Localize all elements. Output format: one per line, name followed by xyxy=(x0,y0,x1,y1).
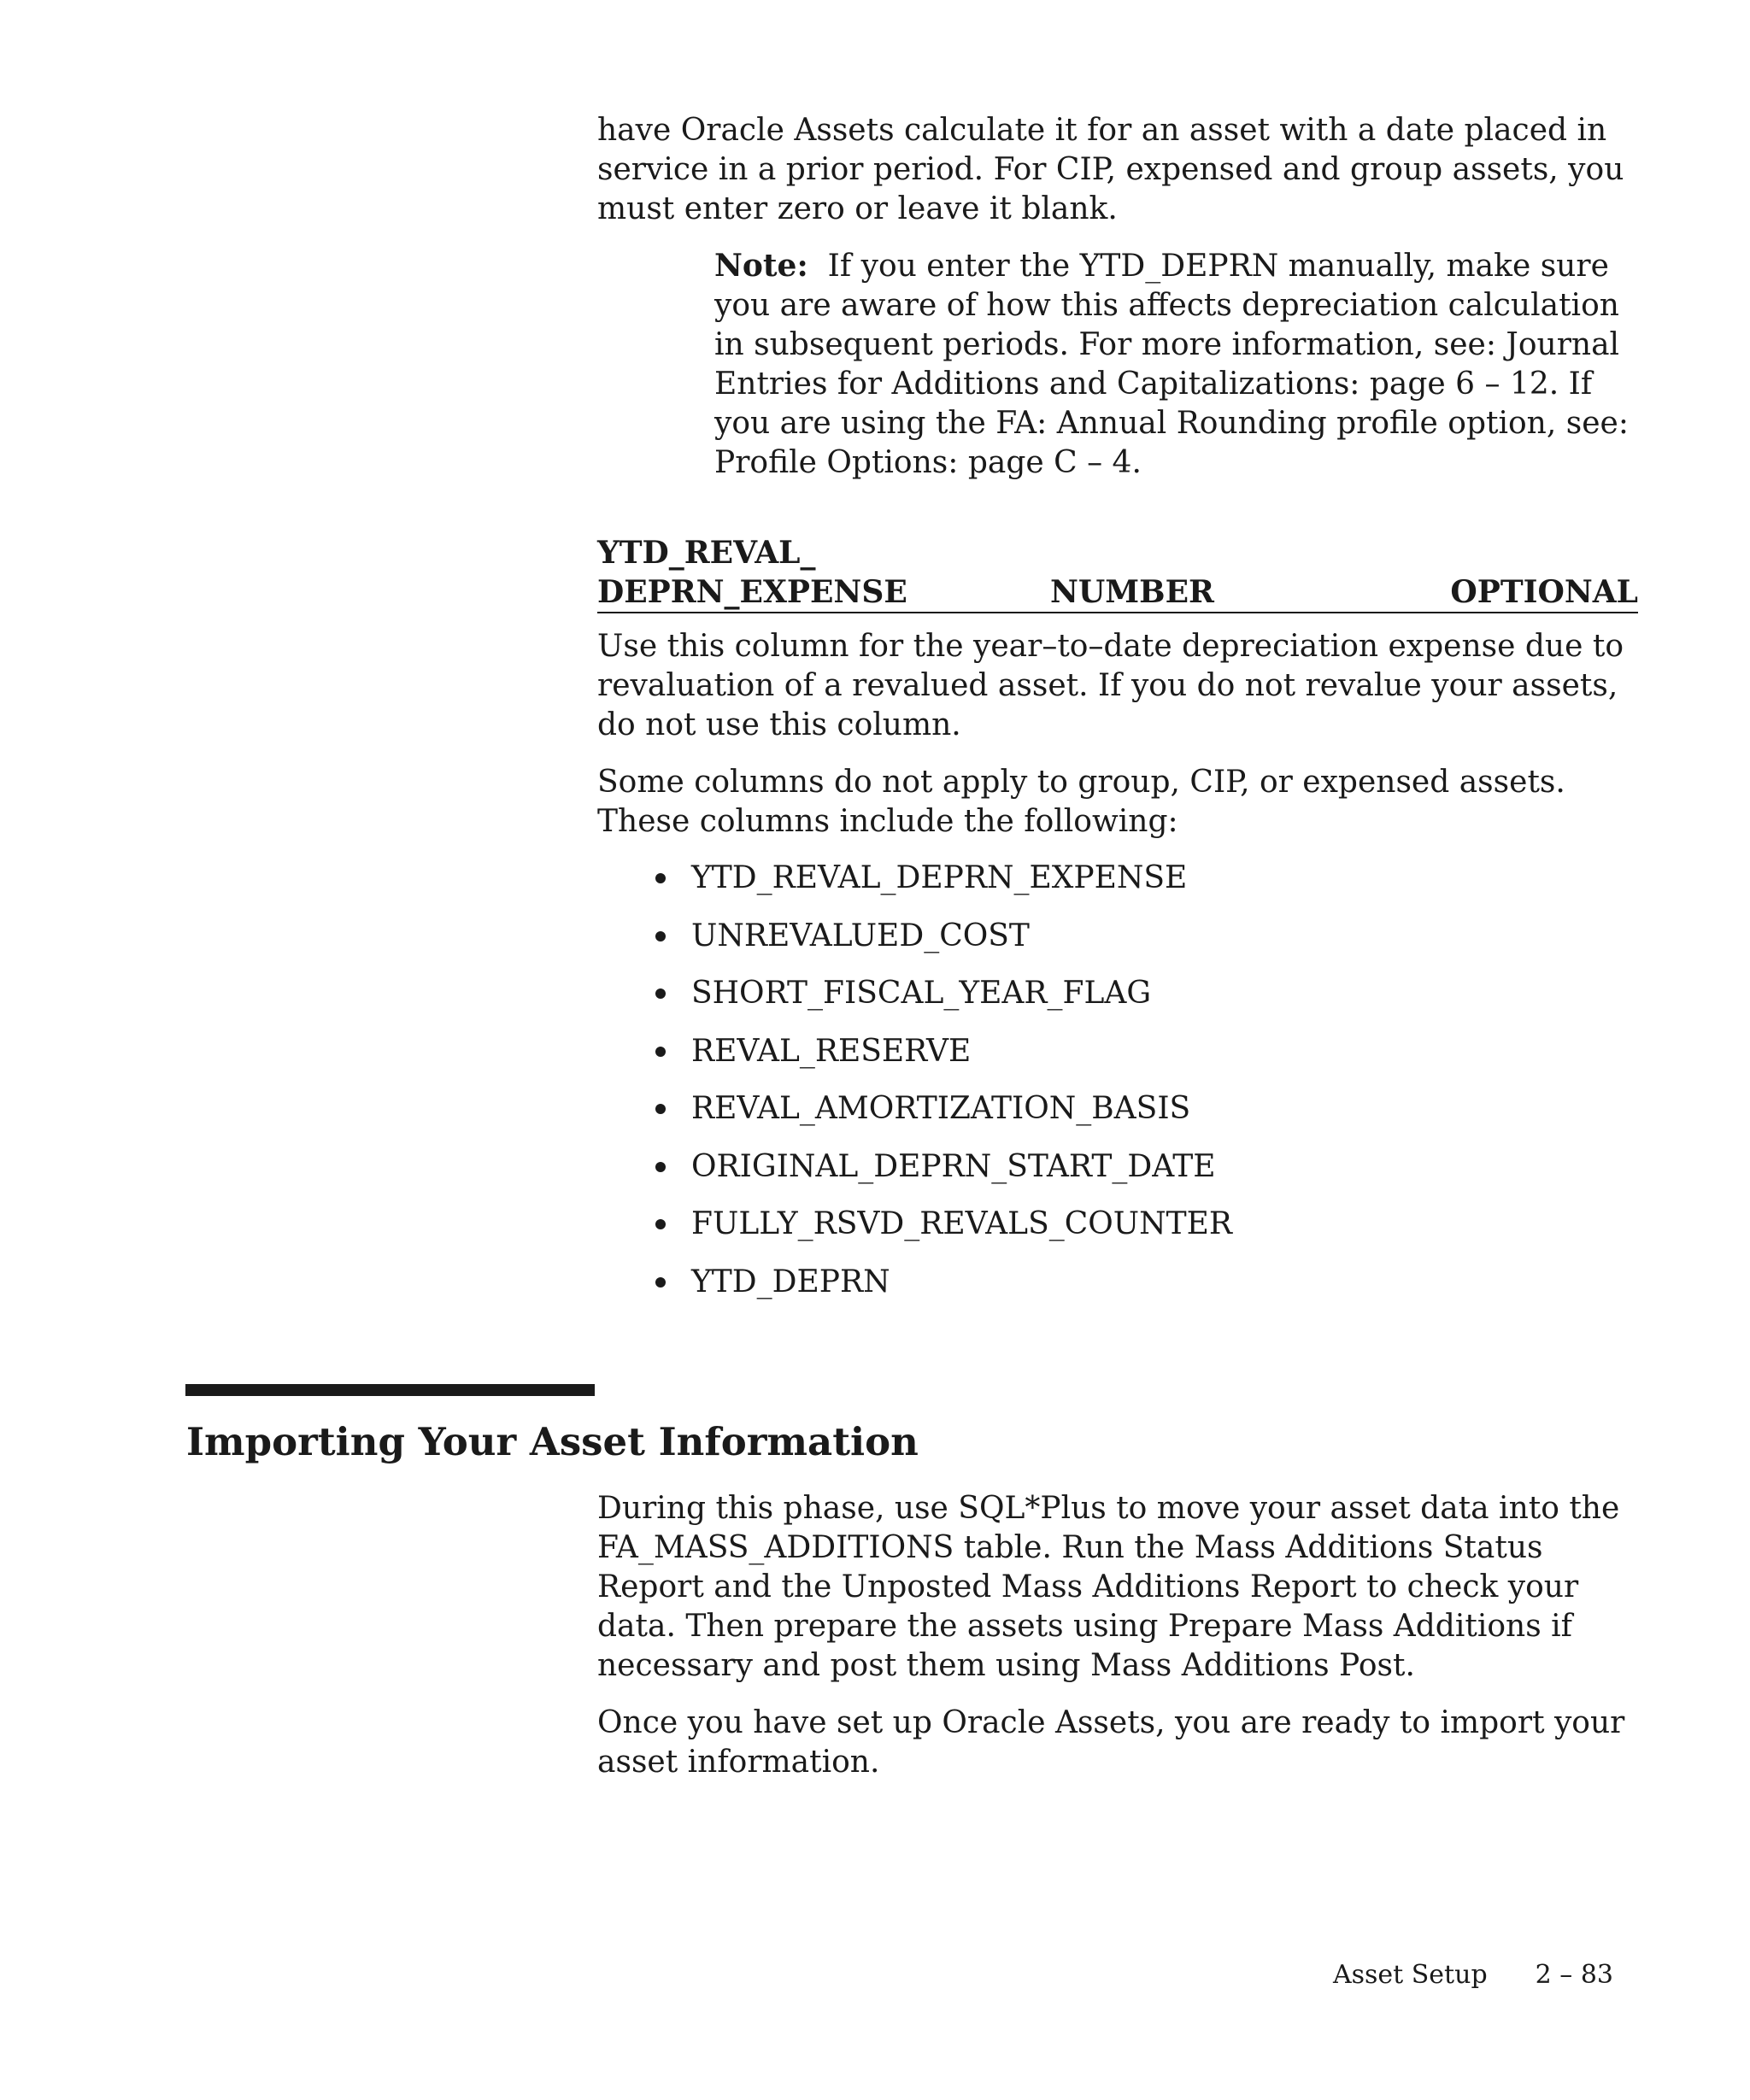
column-type: NUMBER xyxy=(1050,574,1214,610)
list-item: YTD_DEPRN xyxy=(654,1263,1594,1321)
column-name-line2: DEPRN_EXPENSE xyxy=(597,574,907,610)
note-text: If you enter the YTD_DEPRN manually, make sure you are aware of how this affects depreciation calculation in subsequent periods. For more information, see: Journal Entries for Additions and Capitalizations: page 6 – 12. If you are using the FA: Annual Rounding profile option, see: Profile Options: page C – 4. xyxy=(714,249,1629,480)
section-heading: Importing Your Asset Information xyxy=(186,1419,919,1464)
bullet-icon xyxy=(655,1219,666,1229)
section-paragraph-1: During this phase, use SQL*Plus to move your asset data into the FA_MASS_ADDITIONS table. Run the Mass Additions Status Report and the Unposted Mass Additions Report to check your data. Then prepare the assets using Prepare Mass Additions if necessary and post them using Mass Additions Post. xyxy=(597,1491,1620,1683)
list-item: UNREVALUED_COST xyxy=(654,917,1594,975)
list-item: FULLY_RSVD_REVALS_COUNTER xyxy=(654,1205,1594,1263)
column-name-line1: YTD_REVAL_ xyxy=(597,535,816,571)
list-item: SHORT_FISCAL_YEAR_FLAG xyxy=(654,974,1594,1032)
excluded-columns-list xyxy=(654,859,1594,1320)
list-item: REVAL_RESERVE xyxy=(654,1032,1594,1090)
bullet-icon xyxy=(655,1104,666,1114)
note-label: Note: xyxy=(714,248,808,284)
column-description: Use this column for the year–to–date depreciation expense due to revaluation of a revalued asset. If you do not revalue your assets, do not use this column. xyxy=(597,629,1624,742)
bullet-icon xyxy=(655,988,666,999)
bullet-icon xyxy=(655,1277,666,1288)
intro-paragraph: have Oracle Assets calculate it for an asset with a date placed in service in a prior period. For CIP, expensed and group assets, you must enter zero or leave it blank. xyxy=(597,113,1624,226)
bullet-icon xyxy=(655,873,666,883)
bullet-icon xyxy=(655,1047,666,1057)
column-name xyxy=(597,533,907,612)
column-requirement: OPTIONAL xyxy=(1450,574,1638,610)
section-paragraph-2: Once you have set up Oracle Assets, you are ready to import your asset information. xyxy=(597,1705,1625,1780)
list-item: ORIGINAL_DEPRN_START_DATE xyxy=(654,1147,1594,1205)
footer-page-number: 2 – 83 xyxy=(1535,1960,1613,1990)
bullet-icon xyxy=(655,931,666,941)
list-intro-paragraph: Some columns do not apply to group, CIP, or expensed assets. These columns include the following: xyxy=(597,765,1565,839)
footer-chapter: Asset Setup xyxy=(1332,1960,1488,1990)
note-paragraph xyxy=(714,246,1646,483)
column-definition-heading xyxy=(597,533,1638,613)
bullet-icon xyxy=(655,1162,666,1172)
section-rule xyxy=(185,1384,595,1396)
list-item: YTD_REVAL_DEPRN_EXPENSE xyxy=(654,859,1594,917)
page-footer xyxy=(1333,1959,1613,1991)
list-item: REVAL_AMORTIZATION_BASIS xyxy=(654,1089,1594,1147)
